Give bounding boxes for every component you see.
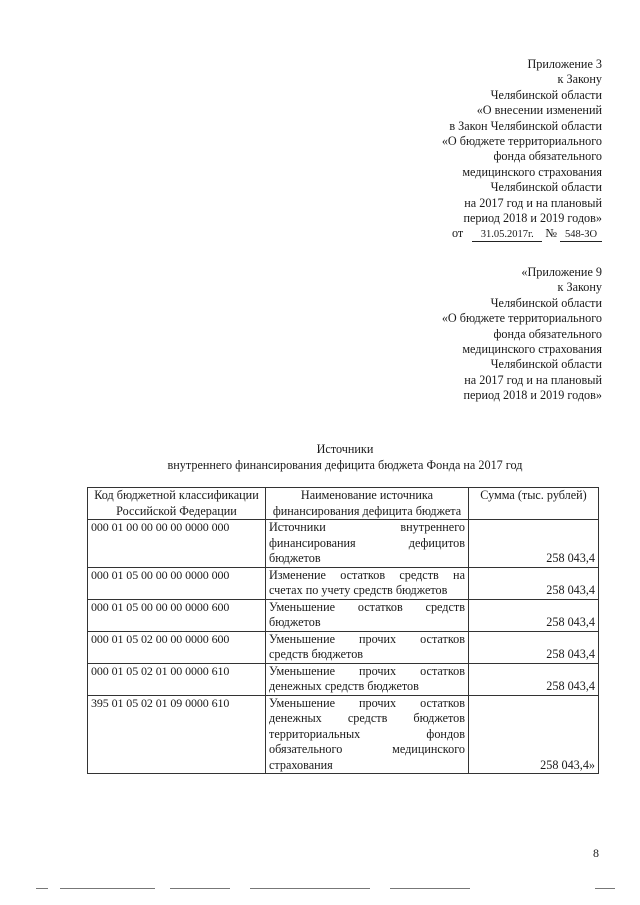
row-name: Уменьшение прочих остатков денежных средств бюджетов — [266, 663, 469, 695]
row-name: Уменьшение прочих остатков денежных средств бюджетов территориальных фондов обязательного медицинского страхования — [266, 695, 469, 774]
number-sign: № — [545, 226, 557, 241]
row-sum: 258 043,4 — [469, 663, 599, 695]
table-row — [88, 567, 599, 599]
table-row — [88, 695, 599, 774]
appendix-line: Челябинской области — [490, 357, 602, 372]
appendix-line: период 2018 и 2019 годов» — [463, 211, 602, 226]
document-title: Источники — [316, 442, 374, 456]
table-row — [88, 599, 599, 631]
row-name: Уменьшение прочих остатков средств бюджетов — [266, 631, 469, 663]
appendix-line: Челябинской области — [490, 180, 602, 195]
header-name: Наименование источника финансирования дефицита бюджета — [266, 488, 469, 520]
appendix-line: «Приложение 9 — [521, 265, 602, 279]
appendix-line: «О бюджете территориального — [441, 311, 602, 326]
appendix-line: на 2017 год и на плановый — [464, 372, 602, 387]
law-date-number — [442, 226, 602, 242]
row-sum: 258 043,4 — [469, 567, 599, 599]
row-sum: 258 043,4 — [469, 631, 599, 663]
appendix-line: к Закону — [557, 280, 602, 295]
scan-artifact — [36, 888, 48, 889]
row-sum: 258 043,4 — [469, 520, 599, 568]
appendix-line: на 2017 год и на плановый — [464, 195, 602, 210]
table-row — [88, 663, 599, 695]
scan-artifact — [595, 888, 615, 889]
appendix-line: «О внесении изменений — [476, 103, 602, 118]
financing-sources-table — [87, 487, 599, 774]
appendix-line: медицинского страхования — [462, 342, 602, 357]
header-sum: Сумма (тыс. рублей) — [469, 488, 599, 520]
table-row — [88, 520, 599, 568]
appendix-line: Челябинской области — [490, 295, 602, 310]
appendix-line: в Закон Челябинской области — [449, 118, 602, 133]
appendix-line: фонда обязательного — [493, 149, 602, 164]
date-prefix: от — [451, 226, 464, 241]
row-code: 000 01 05 00 00 00 0000 600 — [88, 599, 266, 631]
appendix-line: «О бюджете территориального — [441, 134, 602, 149]
appendix-3-header — [442, 57, 602, 242]
appendix-line: фонда обязательного — [493, 326, 602, 341]
law-number: 548-ЗО — [560, 229, 602, 242]
appendix-line: Челябинской области — [490, 87, 602, 102]
law-date: 31.05.2017г. — [472, 229, 542, 242]
table-row — [88, 631, 599, 663]
appendix-9-header — [442, 265, 602, 404]
appendix-line: период 2018 и 2019 годов» — [463, 388, 602, 403]
appendix-line: к Закону — [557, 72, 602, 87]
row-name: Изменение остатков средств на счетах по учету средств бюджетов — [266, 567, 469, 599]
row-code: 000 01 05 02 00 00 0000 600 — [88, 631, 266, 663]
row-code: 000 01 05 02 01 00 0000 610 — [88, 663, 266, 695]
row-code: 000 01 05 00 00 00 0000 000 — [88, 567, 266, 599]
row-code: 395 01 05 02 01 09 0000 610 — [88, 695, 266, 774]
scan-artifact — [250, 888, 370, 889]
document-subtitle: внутреннего финансирования дефицита бюджета Фонда на 2017 год — [167, 458, 523, 472]
scan-artifact — [390, 888, 470, 889]
row-name: Источники внутреннего финансирования дефицитов бюджетов — [266, 520, 469, 568]
header-code: Код бюджетной классификации Российской Федерации — [88, 488, 266, 520]
scan-artifact — [60, 888, 155, 889]
appendix-line: Приложение 3 — [527, 57, 602, 71]
scan-artifact — [170, 888, 230, 889]
row-name: Уменьшение остатков средств бюджетов — [266, 599, 469, 631]
row-sum: 258 043,4 — [469, 599, 599, 631]
page-number: 8 — [593, 846, 599, 860]
row-code: 000 01 00 00 00 00 0000 000 — [88, 520, 266, 568]
appendix-line: медицинского страхования — [462, 164, 602, 179]
row-sum: 258 043,4» — [469, 695, 599, 774]
table-header-row — [88, 488, 599, 520]
